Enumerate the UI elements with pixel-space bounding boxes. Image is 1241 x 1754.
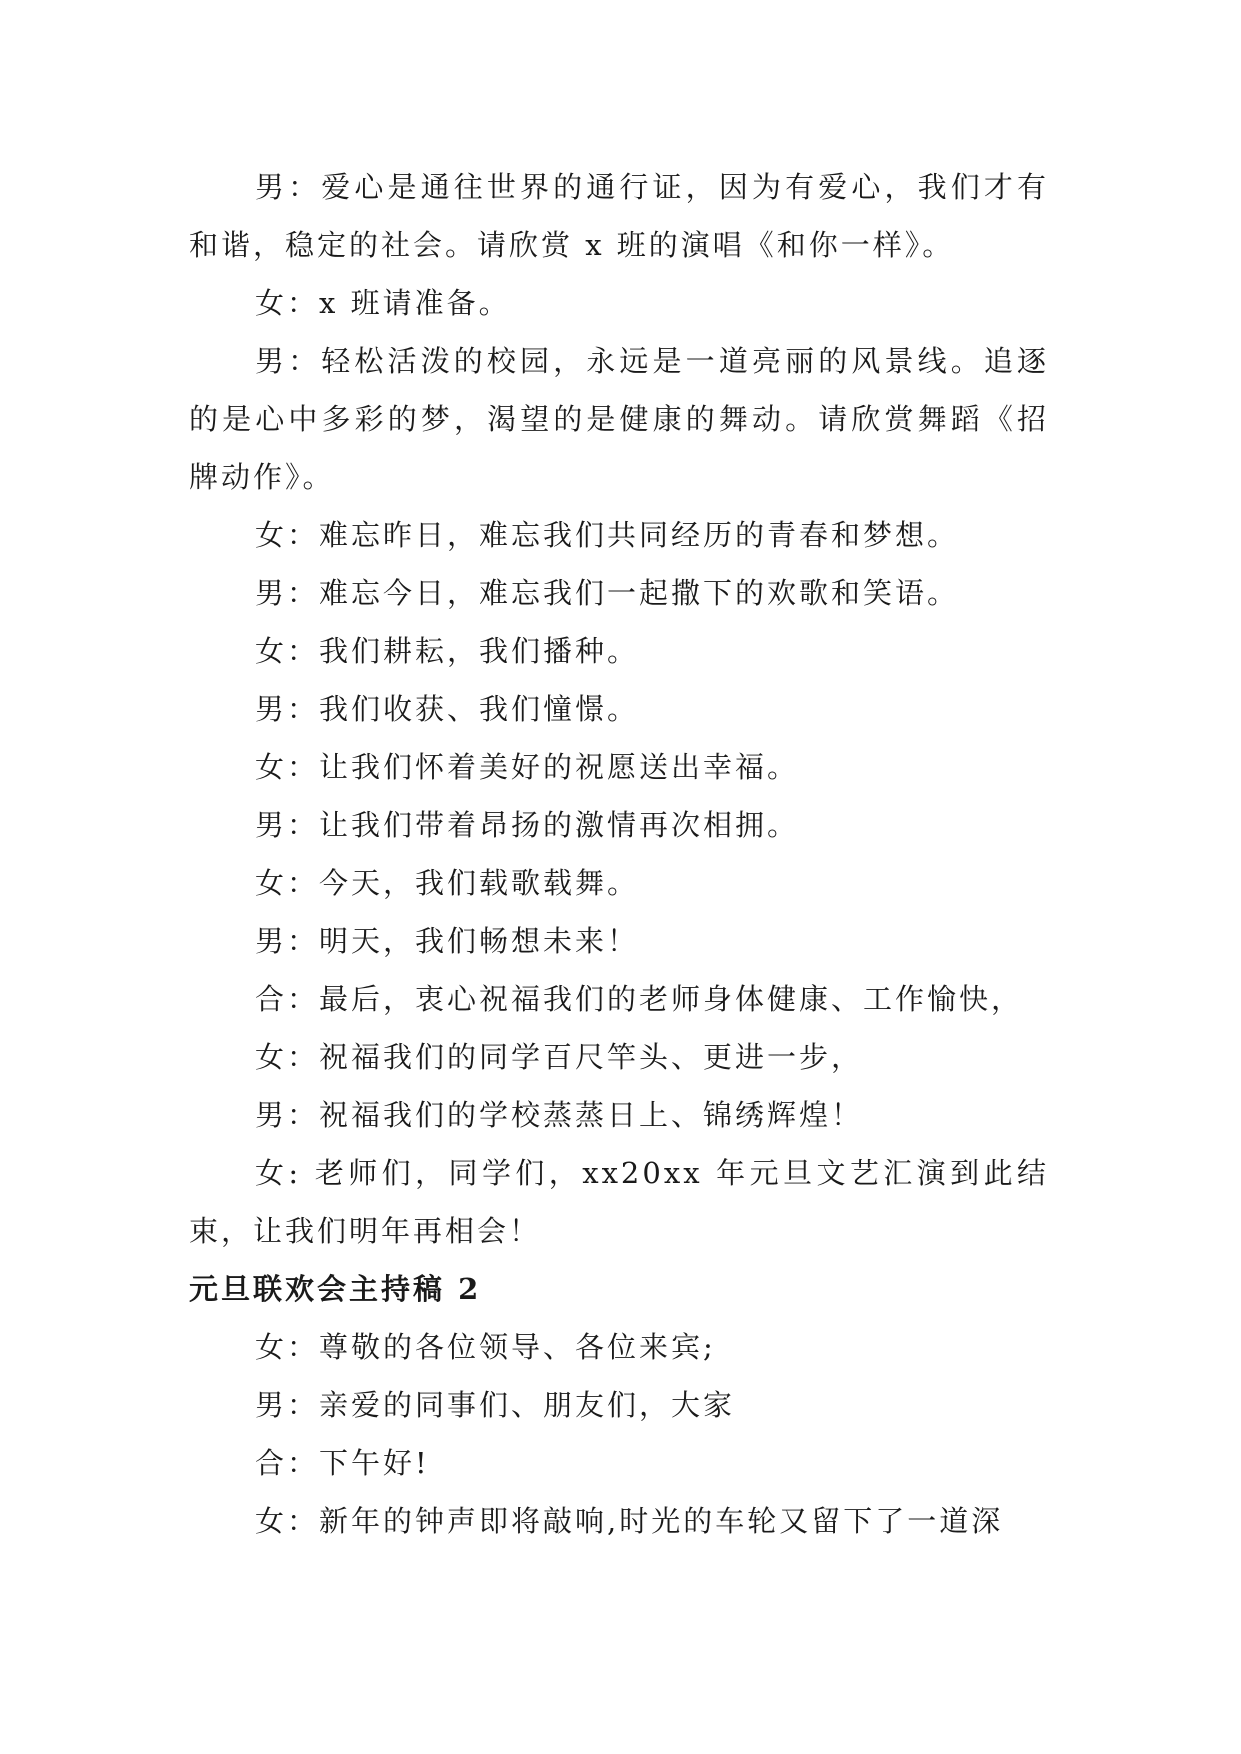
paragraph: 女：新年的钟声即将敲响,时光的车轮又留下了一道深: [255, 1504, 1004, 1538]
paragraph: 合：最后，衷心祝福我们的老师身体健康、工作愉快，: [255, 982, 1024, 1016]
paragraph: 女：祝福我们的同学百尺竿头、更进一步，: [255, 1040, 864, 1074]
paragraph: 合：下午好!: [255, 1446, 430, 1480]
section-heading: 元旦联欢会主持稿 2: [189, 1272, 482, 1306]
paragraph: 男：我们收获、我们憧憬。: [255, 692, 640, 726]
paragraph: 男：明天，我们畅想未来！: [255, 924, 640, 958]
paragraph: 男：轻松活泼的校园，永远是一道亮丽的风景线。追逐的是心中多彩的梦，渴望的是健康的舞动。请欣赏舞蹈《招牌动作》。: [189, 344, 1049, 494]
paragraph: 女: 老师们，同学们，xx20xx 年元旦文艺汇演到此结束，让我们明年再相会！: [189, 1156, 1049, 1248]
paragraph: 男：爱心是通往世界的通行证，因为有爱心，我们才有和谐，稳定的社会。请欣赏 x 班的演唱《和你一样》。: [189, 170, 1049, 262]
paragraph: 女：x 班请准备。: [255, 286, 511, 320]
paragraph: 男：亲爱的同事们、朋友们，大家: [255, 1388, 736, 1422]
paragraph: 男：祝福我们的学校蒸蒸日上、锦绣辉煌！: [255, 1098, 864, 1132]
paragraph: 女：让我们怀着美好的祝愿送出幸福。: [255, 750, 800, 784]
paragraph: 女：难忘昨日，难忘我们共同经历的青春和梦想。: [255, 518, 960, 552]
paragraph: 男：让我们带着昂扬的激情再次相拥。: [255, 808, 800, 842]
document-body: [189, 158, 1049, 1550]
paragraph: 女：尊敬的各位领导、各位来宾;: [255, 1330, 716, 1364]
paragraph: 男：难忘今日，难忘我们一起撒下的欢歌和笑语。: [255, 576, 960, 610]
paragraph: 女：我们耕耘，我们播种。: [255, 634, 640, 668]
paragraph: 女：今天，我们载歌载舞。: [255, 866, 640, 900]
